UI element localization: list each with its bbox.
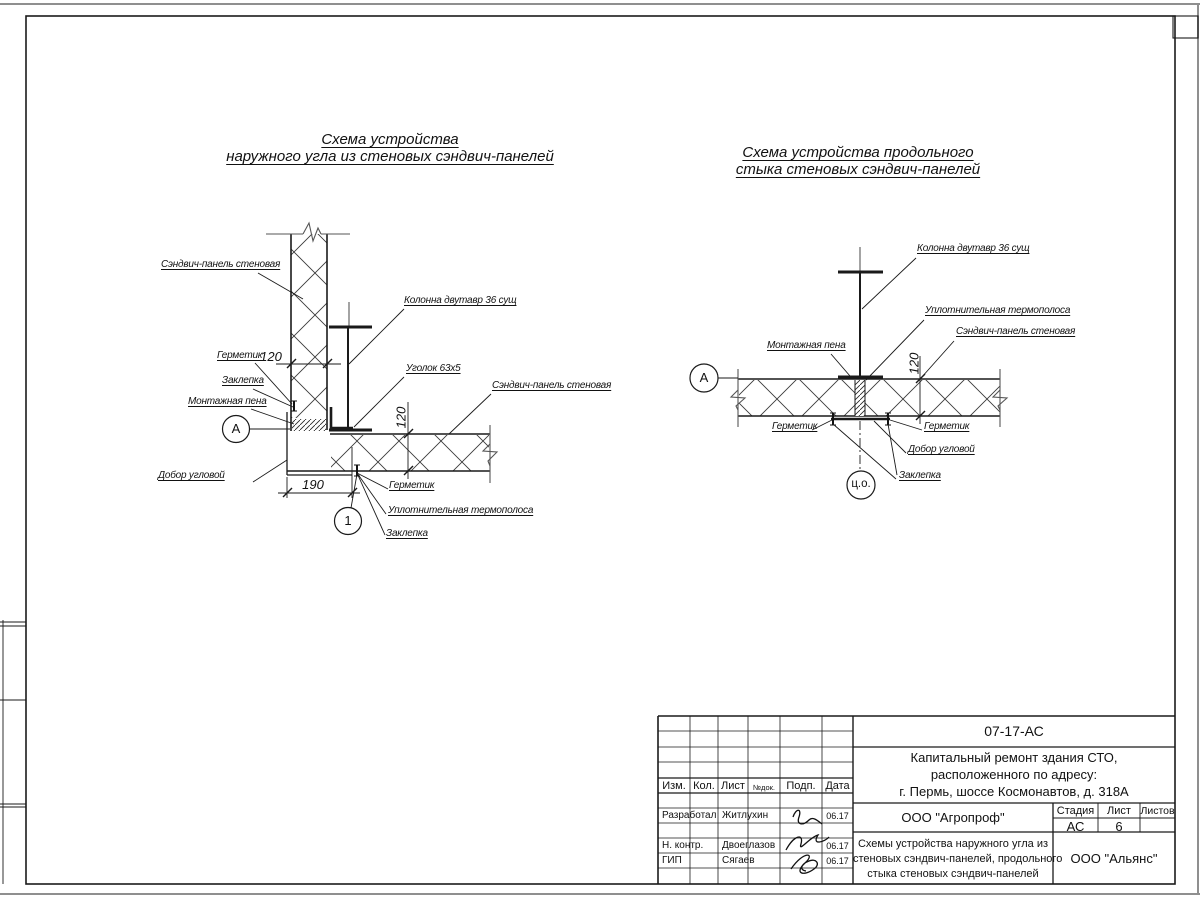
stage-label: Стадия: [1056, 805, 1095, 817]
row-date: 06.17: [826, 856, 849, 866]
label-sealant-bottom: Герметик: [389, 480, 435, 491]
row-date: 06.17: [826, 841, 849, 851]
center-marker-label: ц.о.: [851, 478, 871, 490]
label-panel-wall-top: Сэндвич-панель стеновая: [161, 259, 281, 270]
signature-razrabotal: [793, 810, 822, 824]
angle-profile: [331, 407, 353, 428]
row-date: 06.17: [826, 811, 849, 821]
label-sealant-right: Герметик: [924, 421, 970, 432]
node-marker-label: 1: [344, 513, 352, 528]
label-thermal-strip: Уплотнительная термополоса: [388, 505, 534, 516]
axis-marker-label: А: [231, 421, 241, 436]
project-line-2: расположенного по адресу:: [930, 767, 1098, 782]
signature-gip: [791, 855, 817, 873]
dim-120-thickness: 120: [393, 406, 409, 429]
label-sealant-left: Герметик: [772, 421, 818, 432]
corner-filing-box: [1173, 16, 1198, 38]
thermal-strip-hatch: [855, 380, 865, 416]
row-name: Сягаев: [722, 855, 755, 866]
label-corner-trim: Добор угловой: [158, 470, 225, 481]
right-diagram-linework: [690, 247, 1007, 499]
row-role: ГИП: [662, 855, 682, 866]
row-name: Двоеглазов: [722, 840, 776, 851]
stage-value: АС: [1066, 819, 1085, 834]
row-role: Разработал: [662, 810, 717, 821]
label-column: Колонна двутавр 36 сущ: [917, 243, 1030, 254]
row-name: Житлухин: [722, 810, 769, 821]
sheet-title-line-2: стеновых сэндвич-панелей, продольного: [853, 853, 1063, 865]
sheets-label: Листов: [1140, 805, 1175, 817]
row-role: Н. контр.: [662, 840, 704, 851]
dim-190-offset: 190: [302, 477, 324, 492]
dim-120-width: 120: [260, 349, 282, 364]
label-thermal-strip: Уплотнительная термополоса: [925, 305, 1071, 316]
label-corner-trim: Добор угловой: [908, 444, 975, 455]
axis-marker-label: А: [699, 370, 709, 385]
label-foam: Монтажная пена: [767, 340, 846, 351]
sheet-label: Лист: [1107, 805, 1131, 817]
customer-org: ООО "Альянс": [1070, 851, 1158, 866]
right-diagram-title: Схема устройства продольного стыка стеновых сэндвич-панелей: [735, 144, 981, 178]
col-list: Лист: [721, 780, 745, 792]
col-data: Дата: [825, 780, 850, 792]
left-margin-strip: [0, 620, 26, 884]
sheet-title-line-3: стыка стеновых сэндвич-панелей: [867, 868, 1039, 880]
dim-120-thickness: 120: [906, 352, 922, 375]
col-kol: Кол.: [693, 780, 715, 792]
developer-org: ООО "Агропроф": [901, 810, 1005, 825]
label-panel-wall: Сэндвич-панель стеновая: [956, 326, 1076, 337]
label-angle: Уголок 63х5: [406, 363, 461, 374]
col-doc: №док.: [753, 783, 775, 792]
project-line-1: Капитальный ремонт здания СТО,: [910, 750, 1118, 765]
col-podp: Подп.: [786, 780, 816, 792]
doc-number: 07-17-АС: [984, 723, 1044, 739]
label-rivet-bottom: Заклепка: [386, 528, 428, 539]
label-foam: Монтажная пена: [188, 396, 267, 407]
label-column: Колонна двутавр 36 сущ: [404, 295, 517, 306]
left-diagram-title: Схема устройства наружного угла из стеновых сэндвич-панелей: [226, 131, 554, 165]
label-panel-wall-right: Сэндвич-панель стеновая: [492, 380, 612, 391]
label-rivet: Заклепка: [899, 470, 941, 481]
project-line-3: г. Пермь, шоссе Космонавтов, д. 318А: [899, 784, 1129, 799]
label-rivet-side: Заклепка: [222, 375, 264, 386]
label-sealant-side: Герметик: [217, 350, 263, 361]
i-beam-column: [329, 302, 372, 430]
i-beam-column: [838, 247, 883, 377]
sheet-number: 6: [1115, 819, 1123, 834]
foam-hatch: [292, 419, 326, 431]
col-izm: Изм.: [662, 780, 686, 792]
sheet-title-line-1: Схемы устройства наружного угла из: [857, 838, 1049, 850]
